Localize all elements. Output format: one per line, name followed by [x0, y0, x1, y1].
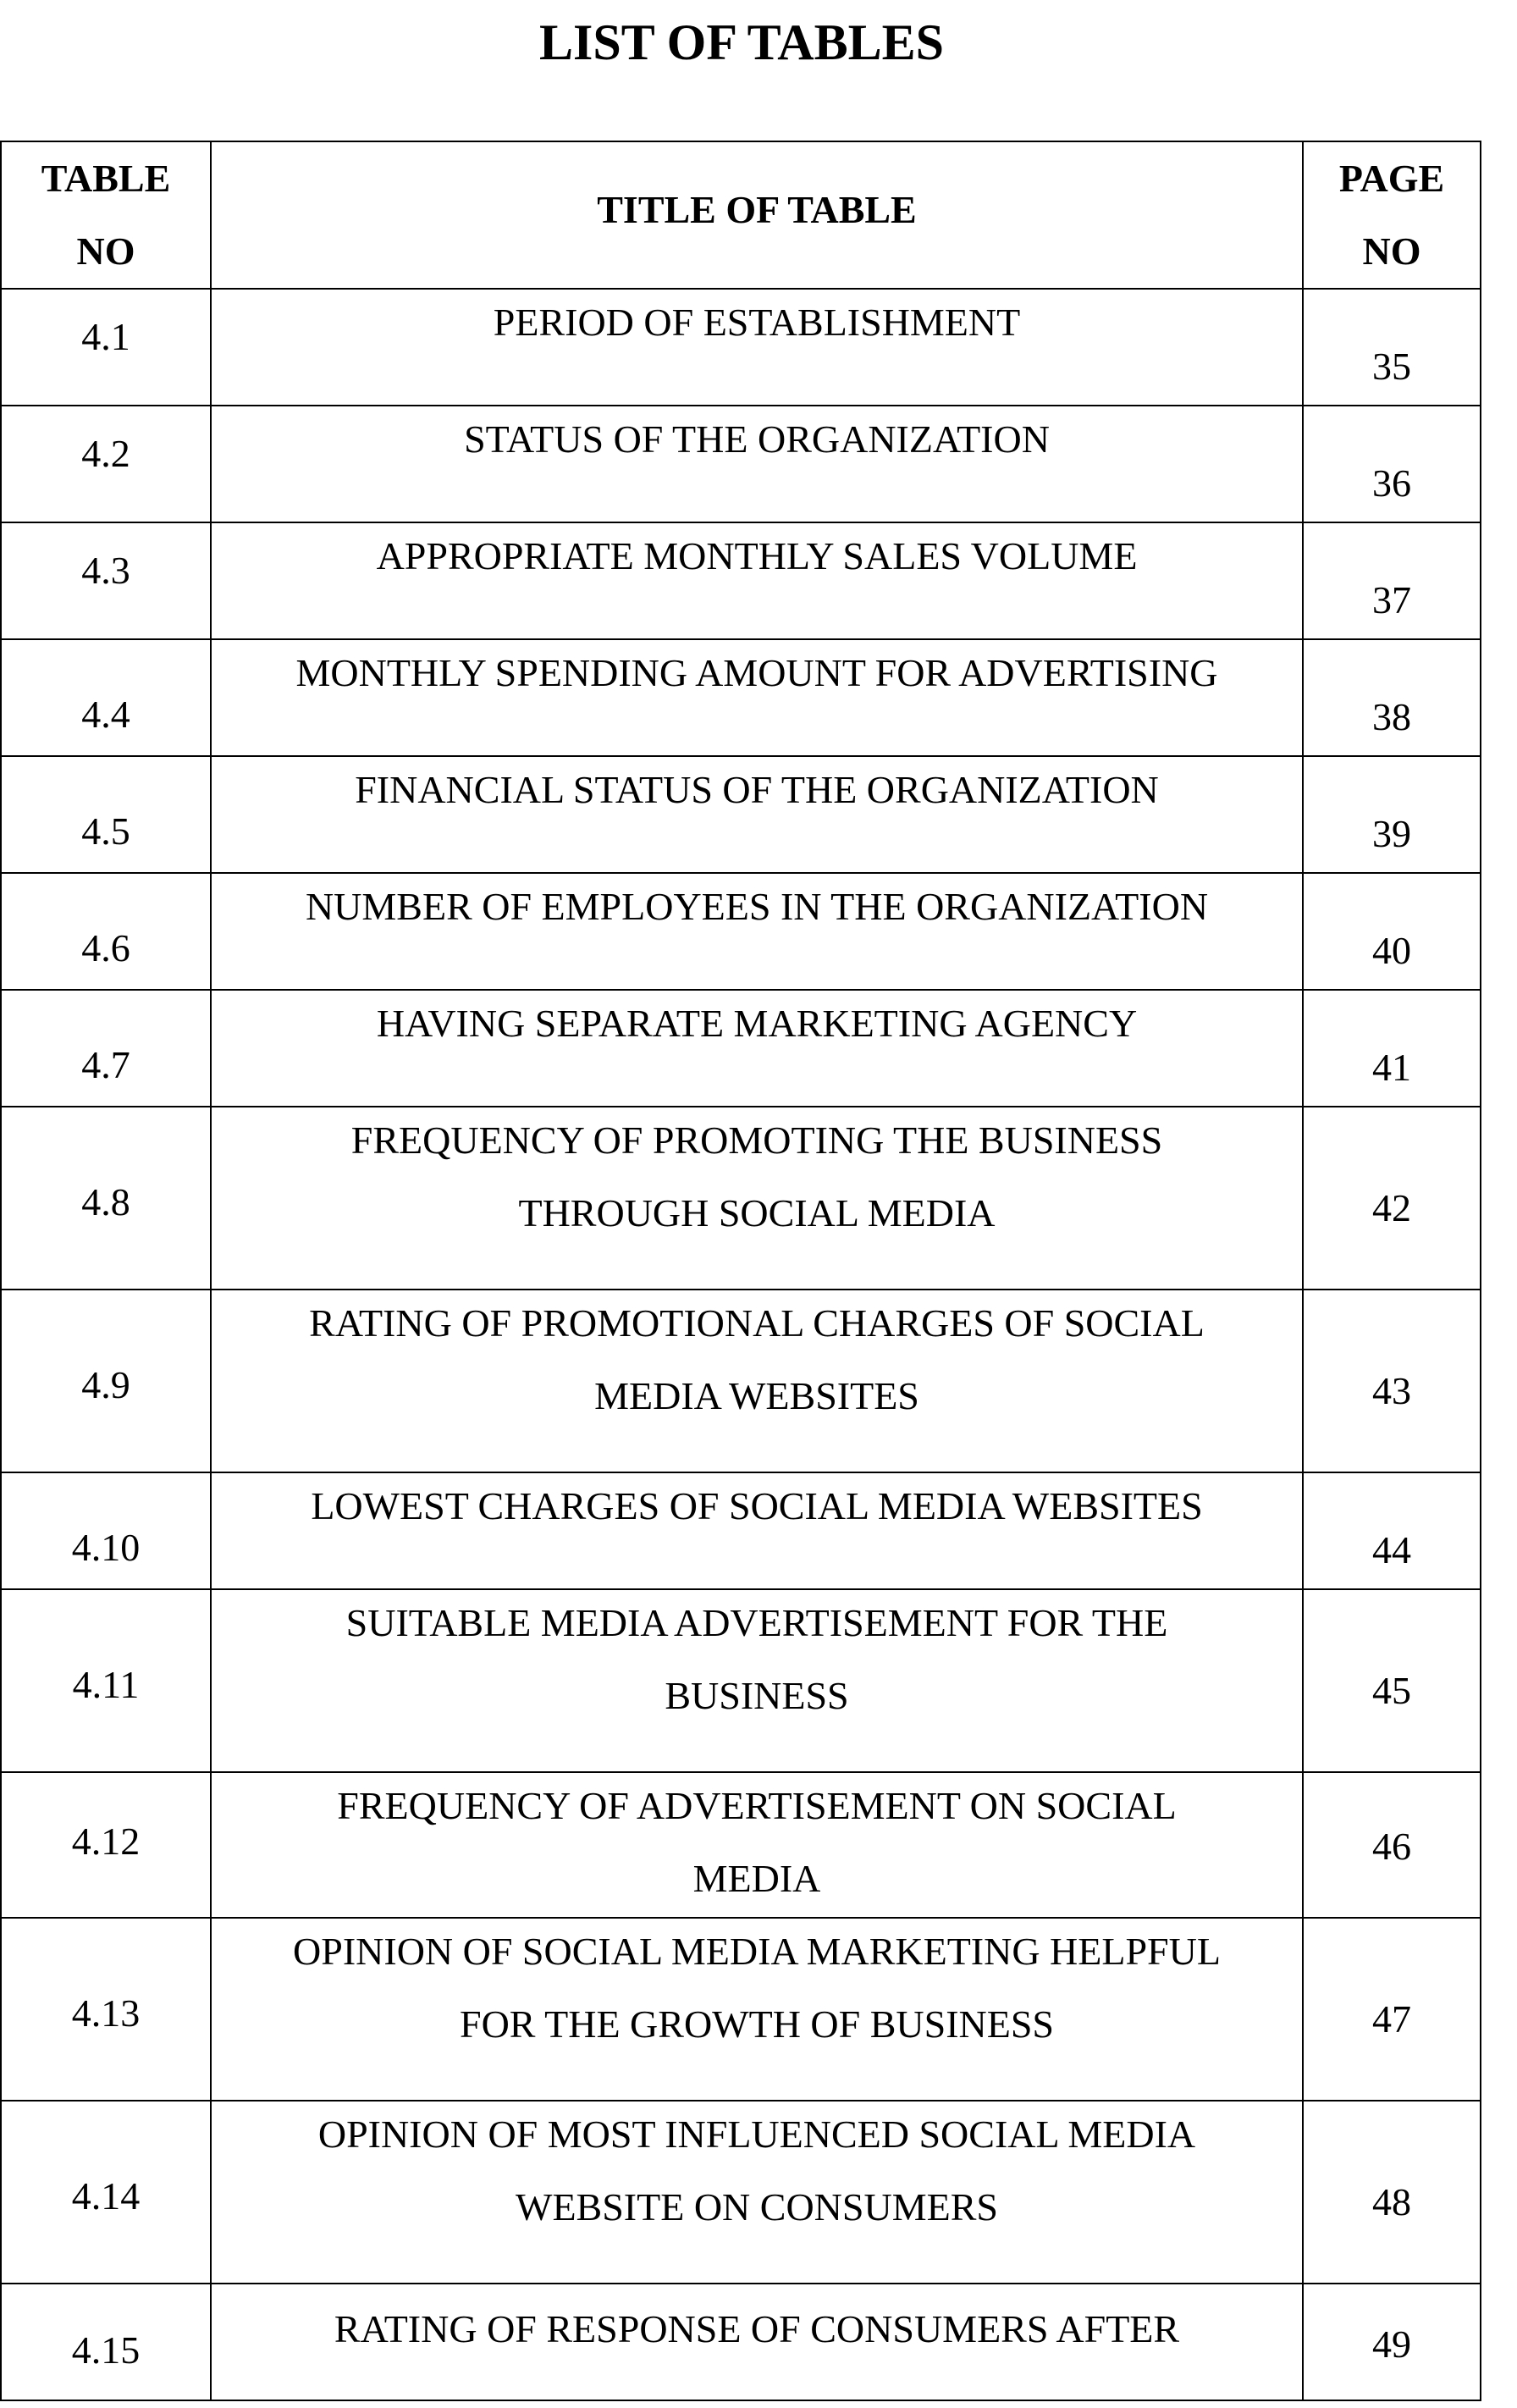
table-title-cell: [211, 406, 1303, 522]
header-page-no: [1303, 141, 1481, 289]
table-number-cell: [1, 1472, 211, 1589]
page-title: LIST OF TABLES: [538, 14, 944, 70]
table-title: OPINION OF MOST INFLUENCED SOCIAL MEDIA WEBSITE ON CONSUMERS: [317, 2113, 1196, 2229]
table-number-cell: [1, 522, 211, 639]
page-number: 37: [1372, 578, 1411, 621]
page-number: 49: [1372, 2322, 1411, 2366]
page-number-cell: [1303, 1107, 1481, 1290]
page-number-cell: [1303, 2284, 1481, 2400]
table-title-cell: [211, 2284, 1303, 2400]
page-number-cell: [1303, 522, 1481, 639]
table-number: 4.9: [81, 1363, 130, 1406]
table-number-cell: [1, 1290, 211, 1472]
table-row: [1, 1918, 1481, 2101]
page-number: 44: [1372, 1528, 1411, 1571]
page-number-cell: [1303, 406, 1481, 522]
header-table-no: [1, 141, 211, 289]
table-row: [1, 873, 1481, 990]
table-title: NUMBER OF EMPLOYEES IN THE ORGANIZATION: [305, 885, 1209, 928]
table-title-cell: [211, 1472, 1303, 1589]
table-number: 4.15: [71, 2328, 141, 2372]
table-title-cell: [211, 289, 1303, 406]
page-number-cell: [1303, 1589, 1481, 1772]
table-title: OPINION OF SOCIAL MEDIA MARKETING HELPFUL FOR THE GROWTH OF BUSINESS: [293, 1930, 1221, 2046]
page-number-cell: [1303, 873, 1481, 990]
table-title-cell: [211, 1918, 1303, 2101]
table-number: 4.10: [71, 1526, 141, 1569]
page-number-cell: [1303, 289, 1481, 406]
table-row: [1, 1772, 1481, 1918]
table-number: 4.14: [71, 2174, 141, 2217]
table-title-cell: [211, 756, 1303, 873]
page-number-cell: [1303, 990, 1481, 1107]
page-number: 47: [1372, 1997, 1411, 2041]
table-row: [1, 1472, 1481, 1589]
table-number: 4.2: [81, 432, 130, 475]
table-number-cell: [1, 1589, 211, 1772]
table-title: FREQUENCY OF PROMOTING THE BUSINESS THROUGH SOCIAL MEDIA: [350, 1118, 1163, 1234]
table-title: SUITABLE MEDIA ADVERTISEMENT FOR THE BUSINESS: [345, 1601, 1168, 1717]
page-number-cell: [1303, 1472, 1481, 1589]
table-title: RATING OF PROMOTIONAL CHARGES OF SOCIAL MEDIA WEBSITES: [309, 1301, 1205, 1417]
page-number-cell: [1303, 1772, 1481, 1918]
table-title-cell: [211, 2101, 1303, 2284]
table-title-cell: [211, 873, 1303, 990]
page-number: 40: [1372, 929, 1411, 972]
page-number-cell: [1303, 1290, 1481, 1472]
table-number: 4.11: [72, 1663, 140, 1706]
table-number: 4.4: [81, 693, 130, 736]
page-number: 46: [1372, 1825, 1411, 1868]
table-number-cell: [1, 1772, 211, 1918]
table-title: HAVING SEPARATE MARKETING AGENCY: [376, 1002, 1138, 1045]
table-title-cell: [211, 1290, 1303, 1472]
table-title: LOWEST CHARGES OF SOCIAL MEDIA WEBSITES: [311, 1484, 1203, 1527]
page-number: 38: [1372, 695, 1411, 738]
list-of-tables: [0, 141, 1481, 2401]
table-number-cell: [1, 1918, 211, 2101]
table-row: [1, 289, 1481, 406]
page-number: 39: [1372, 812, 1411, 855]
page-number-cell: [1303, 639, 1481, 756]
table-title-cell: [211, 522, 1303, 639]
table-row: [1, 522, 1481, 639]
table-number-cell: [1, 289, 211, 406]
table-number: 4.5: [81, 809, 130, 853]
table-title-cell: [211, 1589, 1303, 1772]
page-number: 45: [1372, 1669, 1411, 1712]
table-number-cell: [1, 406, 211, 522]
table-number-cell: [1, 1107, 211, 1290]
table-title-cell: [211, 990, 1303, 1107]
table-title: PERIOD OF ESTABLISHMENT: [493, 301, 1021, 344]
page-number-cell: [1303, 1918, 1481, 2101]
page-number: 35: [1372, 345, 1411, 388]
page-number: 42: [1372, 1186, 1411, 1229]
table-number-cell: [1, 756, 211, 873]
page-number-cell: [1303, 2101, 1481, 2284]
table-title-cell: [211, 1107, 1303, 1290]
page-number: 48: [1372, 2180, 1411, 2223]
table-number: 4.7: [81, 1043, 130, 1086]
table-title: RATING OF RESPONSE OF CONSUMERS AFTER: [334, 2307, 1180, 2350]
table-row: [1, 756, 1481, 873]
header-title-label: TITLE OF TABLE: [597, 188, 917, 231]
table-row: [1, 990, 1481, 1107]
page-number: 41: [1372, 1046, 1411, 1089]
table-number: 4.6: [81, 926, 130, 969]
table-row: [1, 2101, 1481, 2284]
table-number: 4.8: [81, 1180, 130, 1223]
table-number: 4.3: [81, 549, 130, 592]
header-page-no-label: PAGE NO: [1338, 157, 1445, 273]
table-title-cell: [211, 639, 1303, 756]
table-header-row: [1, 141, 1481, 289]
page-number: 36: [1372, 461, 1411, 505]
table-number-cell: [1, 2101, 211, 2284]
table-row: [1, 1290, 1481, 1472]
table-row: [1, 1107, 1481, 1290]
table-title: MONTHLY SPENDING AMOUNT FOR ADVERTISING: [295, 651, 1218, 694]
table-number-cell: [1, 990, 211, 1107]
page-number-cell: [1303, 756, 1481, 873]
table-number-cell: [1, 639, 211, 756]
table-number: 4.1: [81, 315, 130, 358]
page-number: 43: [1372, 1369, 1411, 1412]
table-number: 4.13: [71, 1991, 141, 2035]
table-number-cell: [1, 2284, 211, 2400]
table-title: STATUS OF THE ORGANIZATION: [464, 417, 1050, 461]
table-row: [1, 406, 1481, 522]
table-title: FINANCIAL STATUS OF THE ORGANIZATION: [355, 768, 1159, 811]
table-number: 4.12: [71, 1820, 141, 1863]
table-number-cell: [1, 873, 211, 990]
table-title-cell: [211, 1772, 1303, 1918]
header-title-of-table: [211, 141, 1303, 289]
header-table-no-label: TABLE NO: [41, 157, 171, 273]
table-row: [1, 1589, 1481, 1772]
table-row: [1, 639, 1481, 756]
table-title: FREQUENCY OF ADVERTISEMENT ON SOCIAL MEDIA: [337, 1784, 1177, 1900]
table-title: APPROPRIATE MONTHLY SALES VOLUME: [376, 534, 1138, 577]
table-row: [1, 2284, 1481, 2400]
